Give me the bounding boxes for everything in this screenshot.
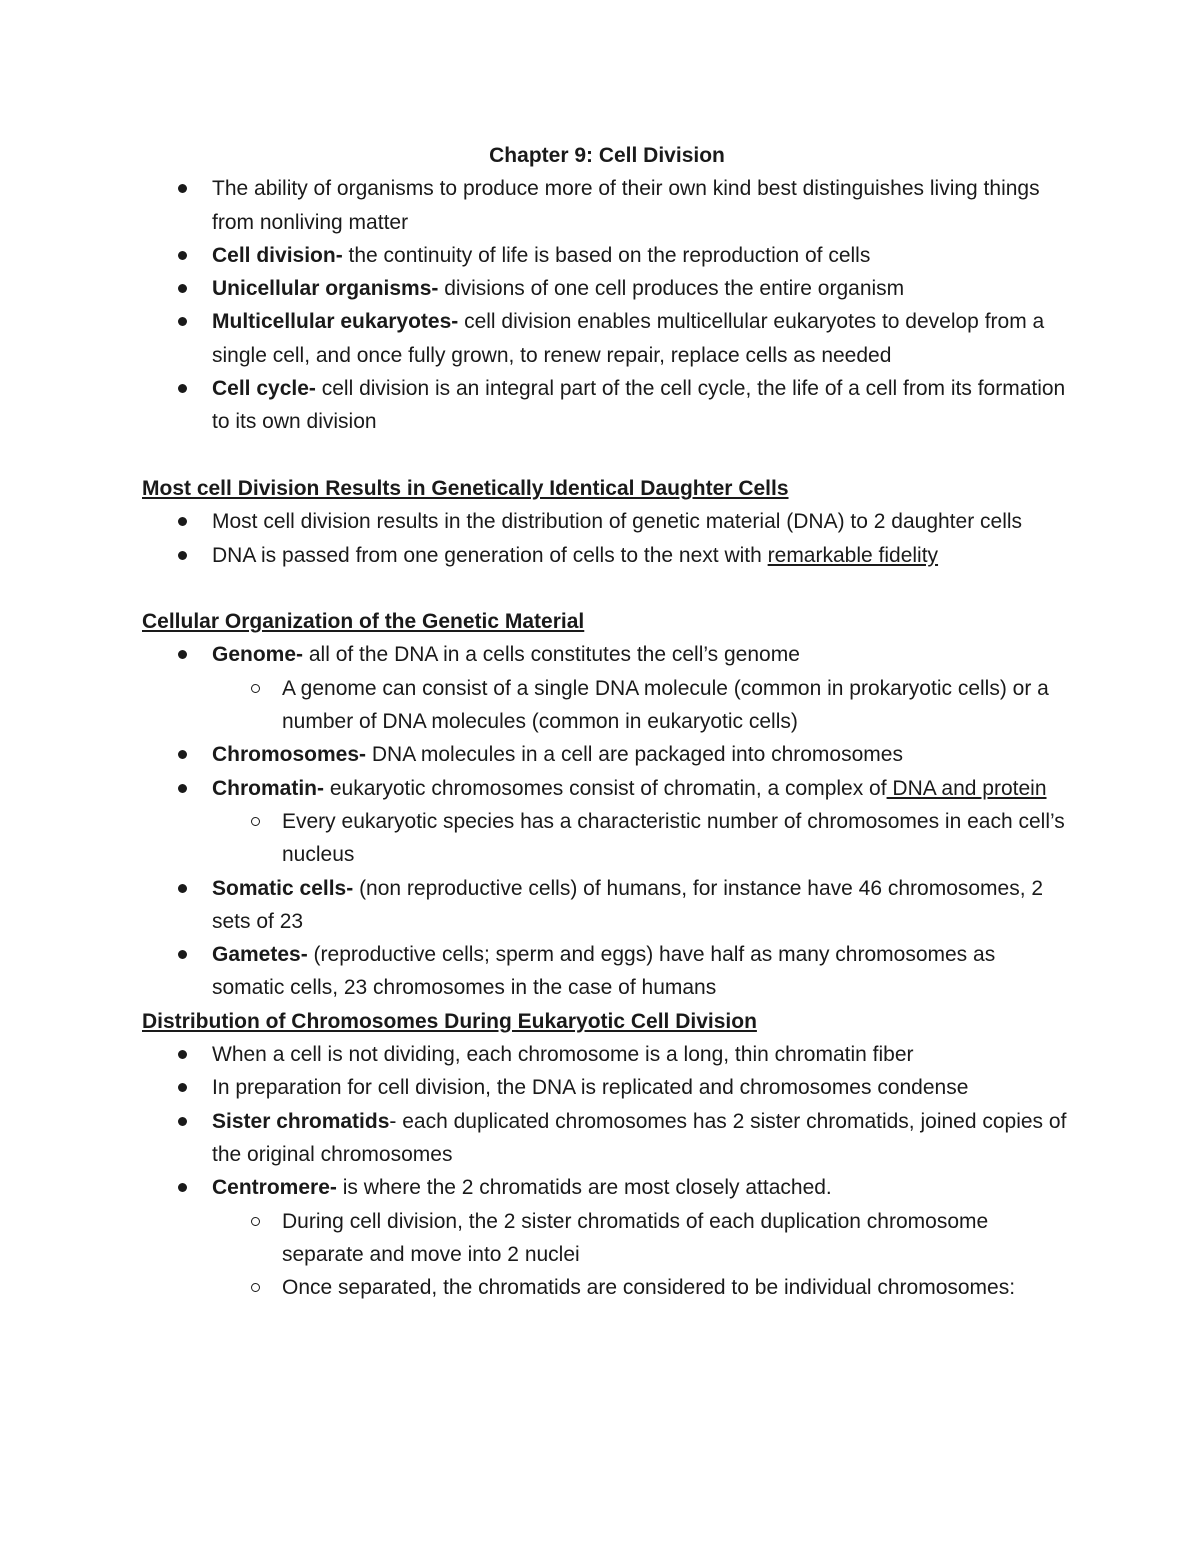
hollow-bullet-icon: [251, 817, 260, 826]
item-text: the continuity of life is based on the reproduction of cells: [342, 243, 871, 267]
section-heading-daughter-cells: Most cell Division Results in Genetically Identical Daughter Cells: [142, 476, 789, 500]
item-text: DNA is passed from one generation of cells to the next with: [212, 543, 768, 567]
list-item: [142, 1105, 1072, 1172]
list-item: [142, 638, 1072, 738]
spacer: [142, 439, 1072, 472]
item-text: cell division enables multicellular eukaryotes to develop from a single cell, and once fully grown, to renew repair, replace cells as needed: [212, 310, 1045, 367]
bullet-icon: [178, 750, 187, 759]
item-text: In preparation for cell division, the DNA is replicated and chromosomes condense: [212, 1076, 969, 1100]
bullet-icon: [178, 384, 187, 393]
item-term: Centromere-: [212, 1176, 337, 1200]
bullet-icon: [178, 784, 187, 793]
bullet-icon: [178, 284, 187, 293]
page-title: Chapter 9: Cell Division: [489, 144, 725, 167]
sub-list: [212, 1205, 1072, 1305]
list-item: [142, 239, 1072, 272]
hollow-bullet-icon: [251, 1283, 260, 1292]
item-term: Chromatin-: [212, 776, 324, 800]
sub-list: [212, 805, 1072, 872]
bullet-icon: [178, 251, 187, 260]
sub-list-item: [212, 805, 1072, 872]
item-term: Genome-: [212, 643, 304, 667]
section-heading-genetic-material: Cellular Organization of the Genetic Material: [142, 610, 585, 634]
item-term: Cell cycle-: [212, 377, 316, 401]
item-term: Somatic cells-: [212, 876, 354, 900]
bullet-icon: [178, 1117, 187, 1126]
bullet-icon: [178, 184, 187, 193]
item-text: divisions of one cell produces the entire organism: [438, 277, 905, 301]
list-item: [142, 1038, 1072, 1071]
item-underlined-text: DNA and protein: [886, 776, 1047, 800]
item-text: The ability of organisms to produce more of their own kind best distinguishes living things from nonliving matter: [212, 177, 1040, 234]
item-text: When a cell is not dividing, each chromosome is a long, thin chromatin fiber: [212, 1043, 914, 1067]
item-term: Cell division-: [212, 243, 343, 267]
item-text: - each duplicated chromosomes has 2 sister chromatids, joined copies of the original chromosomes: [212, 1109, 1067, 1166]
item-term: Sister chromatids: [212, 1109, 390, 1133]
intro-list: [142, 172, 1072, 438]
section3-list: [142, 1038, 1072, 1304]
bullet-icon: [178, 650, 187, 659]
item-text: (reproductive cells; sperm and eggs) have half as many chromosomes as somatic cells, 23 chromosomes in the case of humans: [212, 943, 996, 1000]
bullet-icon: [178, 1050, 187, 1059]
bullet-icon: [178, 1183, 187, 1192]
bullet-icon: [178, 551, 187, 560]
item-text: Every eukaryotic species has a characteristic number of chromosomes in each cell’s nucleus: [282, 809, 1065, 867]
list-item: [142, 1171, 1072, 1304]
item-text: DNA molecules in a cell are packaged into chromosomes: [366, 743, 903, 767]
document-body: [142, 139, 1072, 1304]
bullet-icon: [178, 1083, 187, 1092]
section1-list: [142, 505, 1072, 572]
item-text: Once separated, the chromatids are considered to be individual chromosomes:: [282, 1276, 1016, 1300]
item-text: (non reproductive cells) of humans, for instance have 46 chromosomes, 2 sets of 23: [212, 876, 1044, 933]
list-item: [142, 738, 1072, 771]
item-text: all of the DNA in a cells constitutes the cell’s genome: [303, 643, 800, 667]
list-item: [142, 772, 1072, 872]
spacer: [142, 572, 1072, 605]
sub-list-item: [212, 1205, 1072, 1272]
item-text: cell division is an integral part of the cell cycle, the life of a cell from its formation to its own division: [212, 377, 1066, 434]
item-text: A genome can consist of a single DNA molecule (common in prokaryotic cells) or a number of DNA molecules (common in eukaryotic cells): [282, 676, 1049, 734]
item-text: Most cell division results in the distribution of genetic material (DNA) to 2 daughter cells: [212, 510, 1023, 534]
list-item: [142, 372, 1072, 439]
hollow-bullet-icon: [251, 684, 260, 693]
section-heading-chromosome-distribution: Distribution of Chromosomes During Eukaryotic Cell Division: [142, 1009, 757, 1033]
sub-list: [212, 672, 1072, 739]
list-item: [142, 272, 1072, 305]
bullet-icon: [178, 317, 187, 326]
bullet-icon: [178, 950, 187, 959]
item-term: Unicellular organisms-: [212, 277, 439, 301]
item-term: Multicellular eukaryotes-: [212, 310, 459, 334]
list-item: [142, 505, 1072, 538]
section2-list: [142, 638, 1072, 1004]
bullet-icon: [178, 884, 187, 893]
item-term: Gametes-: [212, 943, 308, 967]
list-item: [142, 1071, 1072, 1104]
list-item: [142, 872, 1072, 939]
item-term: Chromosomes-: [212, 743, 367, 767]
sub-list-item: [212, 672, 1072, 739]
sub-list-item: [212, 1271, 1072, 1304]
item-text: During cell division, the 2 sister chromatids of each duplication chromosome separate and move into 2 nuclei: [282, 1209, 989, 1266]
list-item: [142, 539, 1072, 572]
bullet-icon: [178, 517, 187, 526]
item-underlined-text: remarkable fidelity: [767, 543, 939, 567]
list-item: [142, 305, 1072, 372]
list-item: [142, 172, 1072, 239]
item-text: eukaryotic chromosomes consist of chromatin, a complex of: [324, 776, 887, 800]
item-text: is where the 2 chromatids are most closely attached.: [336, 1176, 832, 1200]
list-item: [142, 938, 1072, 1005]
hollow-bullet-icon: [251, 1217, 260, 1226]
